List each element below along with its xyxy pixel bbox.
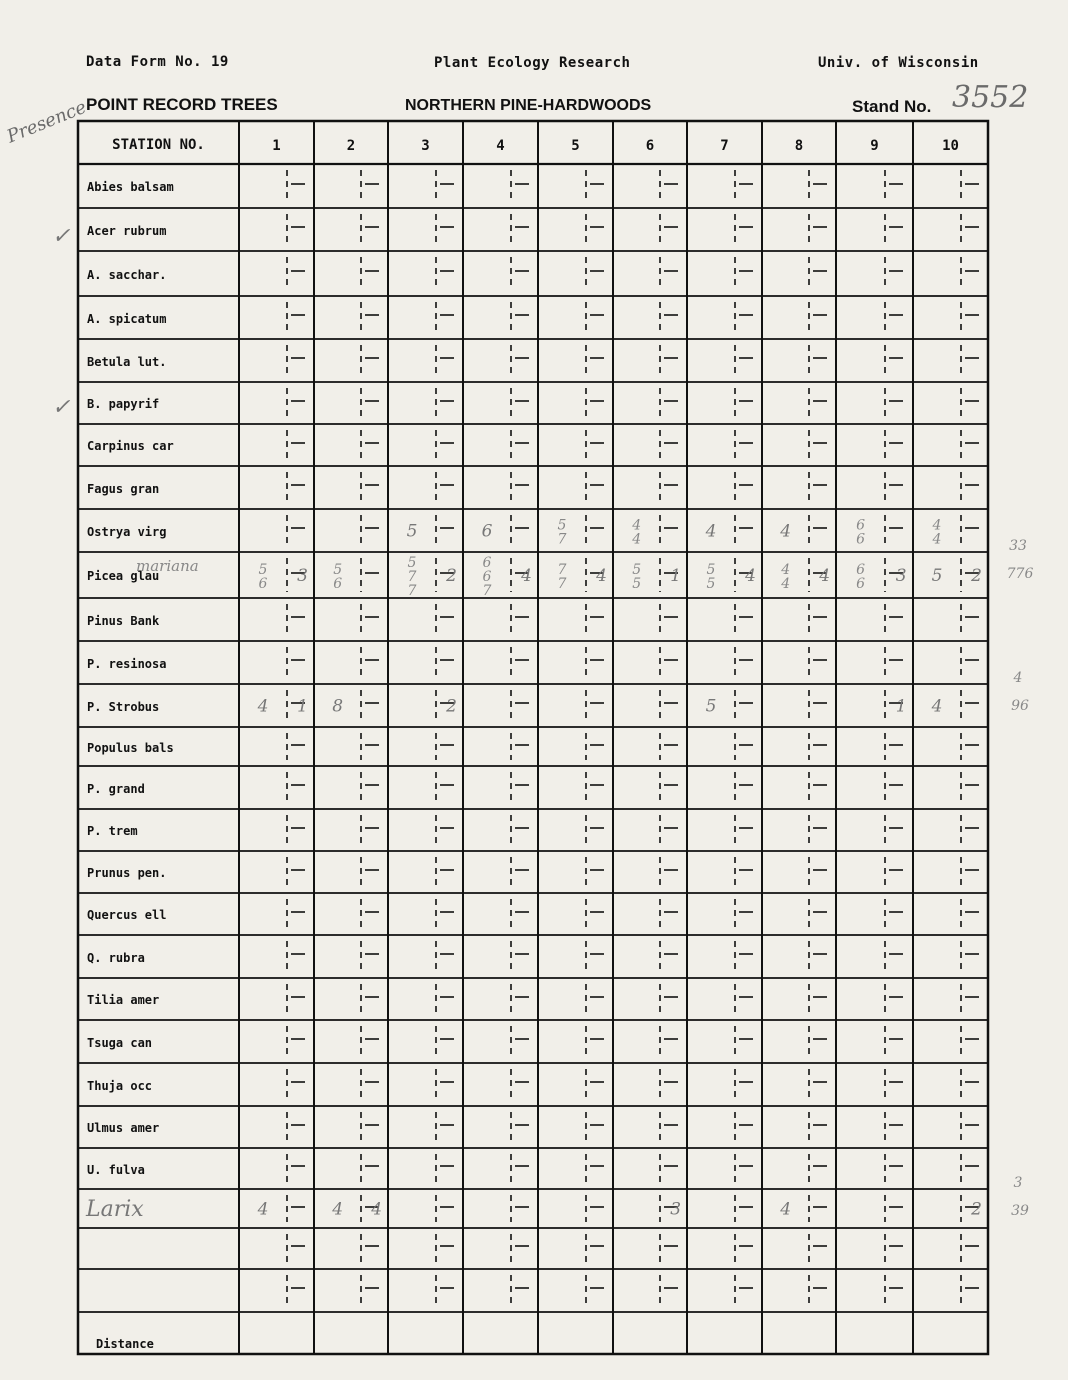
handwritten-entry: 8 xyxy=(332,696,344,717)
handwritten-entry: 3 xyxy=(297,566,308,586)
picea-variant: mariana xyxy=(136,557,199,575)
university: Univ. of Wisconsin xyxy=(818,55,979,71)
organization: Plant Ecology Research xyxy=(434,55,631,71)
stand-number: 3552 xyxy=(952,80,1029,115)
species-label: A. sacchar. xyxy=(87,268,167,282)
station-number: 2 xyxy=(346,138,356,154)
margin-total-bottom: 776 xyxy=(1006,566,1034,582)
species-label: Fagus gran xyxy=(87,482,160,496)
species-label: P. resinosa xyxy=(87,657,167,671)
handwritten-entry: 4 xyxy=(780,1199,792,1220)
handwritten-entry: 6 xyxy=(482,569,492,585)
handwritten-entry: 5 xyxy=(632,576,642,592)
handwritten-entry: 4 xyxy=(596,566,607,586)
handwritten-entry: 7 xyxy=(557,531,567,548)
species-label: A. spicatum xyxy=(87,312,167,326)
species-label: B. papyrif xyxy=(87,397,160,411)
handwritten-entry: 4 xyxy=(931,696,943,717)
record-title: POINT RECORD TREES xyxy=(86,95,278,114)
species-label: Pinus Bank xyxy=(87,614,160,628)
species-label: Ostrya virg xyxy=(87,525,167,539)
handwritten-entry: 4 xyxy=(932,517,942,534)
handwritten-entry: 6 xyxy=(856,531,866,548)
handwritten-entry: 3 xyxy=(895,566,907,586)
margin-total-top: 33 xyxy=(1009,538,1027,554)
form-number: Data Form No. 19 xyxy=(86,54,229,70)
handwritten-entry: 6 xyxy=(258,576,268,592)
species-label: P. Strobus xyxy=(87,700,160,714)
species-label: Ulmus amer xyxy=(87,1121,160,1135)
handwritten-entry: 7 xyxy=(407,583,417,599)
handwritten-entry: 4 xyxy=(371,1199,383,1220)
species-label: Carpinus car xyxy=(87,439,174,453)
handwritten-entry: 5 xyxy=(407,555,417,571)
station-number: 3 xyxy=(421,138,430,154)
species-label: Betula lut. xyxy=(87,355,167,369)
handwritten-entry: 4 xyxy=(932,531,942,548)
margin-total-top: 3 xyxy=(1013,1175,1023,1191)
handwritten-entry: 5 xyxy=(406,521,418,542)
handwritten-entry: 4 xyxy=(745,566,756,586)
table-border xyxy=(78,121,988,1354)
station-number: 5 xyxy=(571,138,580,154)
handwritten-entry: 4 xyxy=(781,562,791,578)
handwritten-entry: 2 xyxy=(971,1199,982,1220)
handwritten-entry: 6 xyxy=(856,576,866,592)
handwritten-entry: 4 xyxy=(705,521,717,542)
forest-type: NORTHERN PINE-HARDWOODS xyxy=(405,97,652,114)
species-label: U. fulva xyxy=(87,1163,145,1177)
station-header: STATION NO. xyxy=(112,137,205,153)
stand-label: Stand No. xyxy=(852,97,932,116)
species-label: Prunus pen. xyxy=(87,866,167,880)
handwritten-entry: 5 xyxy=(705,696,717,717)
handwritten-entry: 6 xyxy=(856,517,866,534)
handwritten-entry: 6 xyxy=(333,576,343,592)
handwritten-entry: 6 xyxy=(856,562,866,578)
handwritten-entry: 4 xyxy=(780,521,792,542)
station-number: 1 xyxy=(272,138,281,154)
station-number: 7 xyxy=(720,138,729,154)
species-label: Acer rubrum xyxy=(87,224,167,238)
handwritten-entry: 5 xyxy=(258,562,268,578)
handwritten-entry: 1 xyxy=(895,696,907,717)
handwritten-entry: 5 xyxy=(557,517,567,534)
presence-note: Presence xyxy=(4,96,90,148)
handwritten-entry: 2 xyxy=(446,566,457,586)
margin-total-bottom: 39 xyxy=(1011,1203,1029,1219)
handwritten-entry: 5 xyxy=(333,562,343,578)
handwritten-entry: 7 xyxy=(557,576,567,592)
distance-label: Distance xyxy=(96,1337,154,1351)
species-label: Tsuga can xyxy=(87,1036,153,1050)
handwritten-entry: 1 xyxy=(297,696,308,717)
species-label: Thuja occ xyxy=(87,1079,153,1093)
station-number: 8 xyxy=(794,138,804,154)
margin-total-top: 4 xyxy=(1013,670,1023,686)
species-label: P. grand xyxy=(87,782,145,796)
station-number: 9 xyxy=(870,138,879,154)
handwritten-entry: 4 xyxy=(632,531,642,548)
handwritten-entry: 3 xyxy=(670,1199,682,1220)
handwritten-entry: 4 xyxy=(521,566,532,586)
handwritten-entry: 4 xyxy=(332,1199,344,1220)
handwritten-entry: 7 xyxy=(557,562,567,578)
species-label: Populus bals xyxy=(87,741,174,755)
station-number: 6 xyxy=(645,138,655,154)
handwritten-entry: 5 xyxy=(706,562,716,578)
handwritten-entry: 4 xyxy=(257,696,269,717)
handwritten-entry: 5 xyxy=(706,576,716,592)
handwritten-entry: 7 xyxy=(407,569,417,585)
station-number: 10 xyxy=(942,138,959,154)
species-label: Abies balsam xyxy=(87,180,174,194)
handwritten-entry: 4 xyxy=(257,1199,269,1220)
handwritten-entry: 4 xyxy=(781,576,791,592)
handwritten-entry: 4 xyxy=(632,517,642,534)
species-label: Tilia amer xyxy=(87,993,160,1007)
species-label: Quercus ell xyxy=(87,908,167,922)
handwritten-entry: 6 xyxy=(481,521,493,542)
species-label: P. trem xyxy=(87,824,138,838)
station-number: 4 xyxy=(496,138,505,154)
handwritten-entry: 4 xyxy=(819,566,831,586)
handwritten-entry: 7 xyxy=(482,583,492,599)
handwritten-entry: 1 xyxy=(670,566,682,586)
species-label: Q. rubra xyxy=(87,951,145,965)
check-icon: ✓ xyxy=(52,224,71,249)
check-icon: ✓ xyxy=(52,395,71,420)
handwritten-entry: 5 xyxy=(632,562,642,578)
handwritten-entry: 5 xyxy=(931,566,943,586)
species-label: Picea glau xyxy=(87,569,160,583)
extra-species-label: Larix xyxy=(86,1197,144,1222)
handwritten-entry: 6 xyxy=(482,555,492,571)
margin-total-bottom: 96 xyxy=(1011,698,1029,714)
handwritten-entry: 2 xyxy=(971,566,982,586)
handwritten-entry: 2 xyxy=(446,696,457,717)
